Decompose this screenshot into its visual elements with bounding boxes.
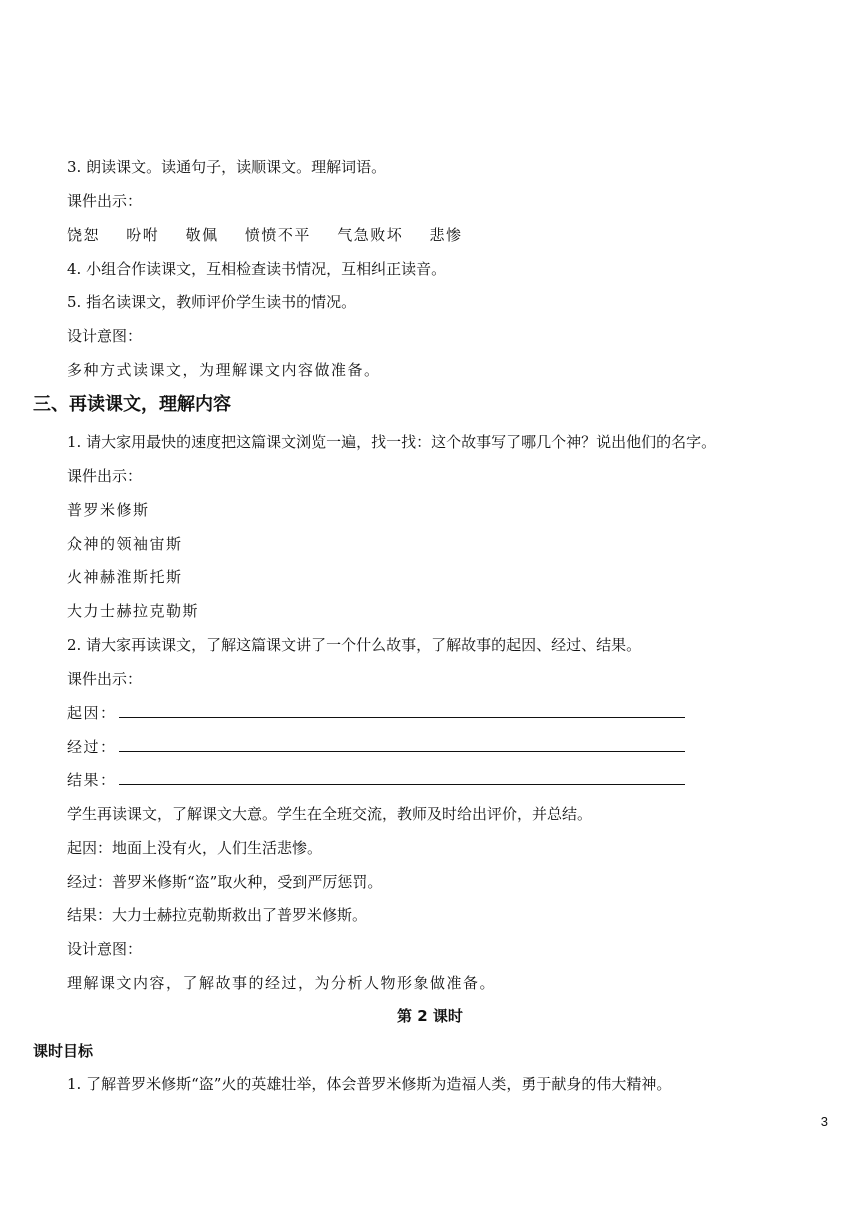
blank-label: 起因： — [67, 704, 117, 722]
vocab-word: 敬佩 — [185, 226, 219, 244]
answer-blank — [119, 737, 685, 752]
courseware-label: 课件出示： — [67, 670, 143, 688]
courseware-label: 课件出示： — [67, 192, 143, 210]
question-2: 2. 请大家再读课文，了解这篇课文讲了一个什么故事，了解故事的起因、经过、结果。 — [67, 636, 642, 654]
vocab-word: 悲惨 — [429, 226, 463, 244]
step-3: 3. 朗读课文。读通句子，读顺课文。理解词语。 — [67, 158, 387, 176]
design-intent-text: 理解课文内容，了解故事的经过，为分析人物形象做准备。 — [67, 974, 497, 992]
blank-label: 结果： — [67, 771, 117, 789]
blank-label: 经过： — [67, 738, 117, 756]
blank-row — [67, 770, 685, 790]
page-number: 3 — [820, 1114, 828, 1129]
summary-text: 学生再读课文，了解课文大意。学生在全班交流，教师及时给出评价，并总结。 — [67, 805, 593, 823]
answer-blank — [119, 703, 685, 718]
answer-line: 经过：普罗米修斯“盗”取火种，受到严厉惩罚。 — [67, 873, 383, 891]
vocab-word: 气急败坏 — [337, 226, 404, 244]
answer-line: 结果：大力士赫拉克勒斯救出了普罗米修斯。 — [67, 906, 368, 924]
design-intent-text: 多种方式读课文，为理解课文内容做准备。 — [67, 361, 381, 379]
goals-heading: 课时目标 — [33, 1042, 94, 1060]
god-name: 普罗米修斯 — [67, 501, 150, 519]
god-name: 火神赫淮斯托斯 — [67, 568, 183, 586]
vocab-word: 吩咐 — [126, 226, 160, 244]
goal-1: 1. 了解普罗米修斯“盗”火的英雄壮举，体会普罗米修斯为造福人类，勇于献身的伟大精神。 — [67, 1075, 672, 1093]
courseware-label: 课件出示： — [67, 467, 143, 485]
step-5: 5. 指名读课文，教师评价学生读书的情况。 — [67, 293, 357, 311]
step-4: 4. 小组合作读课文，互相检查读书情况，互相纠正读音。 — [67, 260, 447, 278]
god-name: 众神的领袖宙斯 — [67, 535, 183, 553]
design-intent-label: 设计意图： — [67, 327, 143, 345]
blank-row — [67, 703, 685, 723]
vocab-word: 饶恕 — [67, 226, 101, 244]
vocab-word: 愤愤不平 — [244, 226, 311, 244]
section-heading: 三、再读课文，理解内容 — [33, 394, 231, 415]
blank-row — [67, 737, 685, 757]
question-1: 1. 请大家用最快的速度把这篇课文浏览一遍，找一找：这个故事写了哪几个神？说出他们的名字。 — [67, 433, 717, 451]
answer-line: 起因：地面上没有火，人们生活悲惨。 — [67, 839, 323, 857]
god-name: 大力士赫拉克勒斯 — [67, 602, 200, 620]
vocab-list — [67, 225, 483, 245]
lesson-title: 第 2 课时 — [397, 1007, 463, 1025]
answer-blank — [119, 770, 685, 785]
design-intent-label: 设计意图： — [67, 940, 143, 958]
